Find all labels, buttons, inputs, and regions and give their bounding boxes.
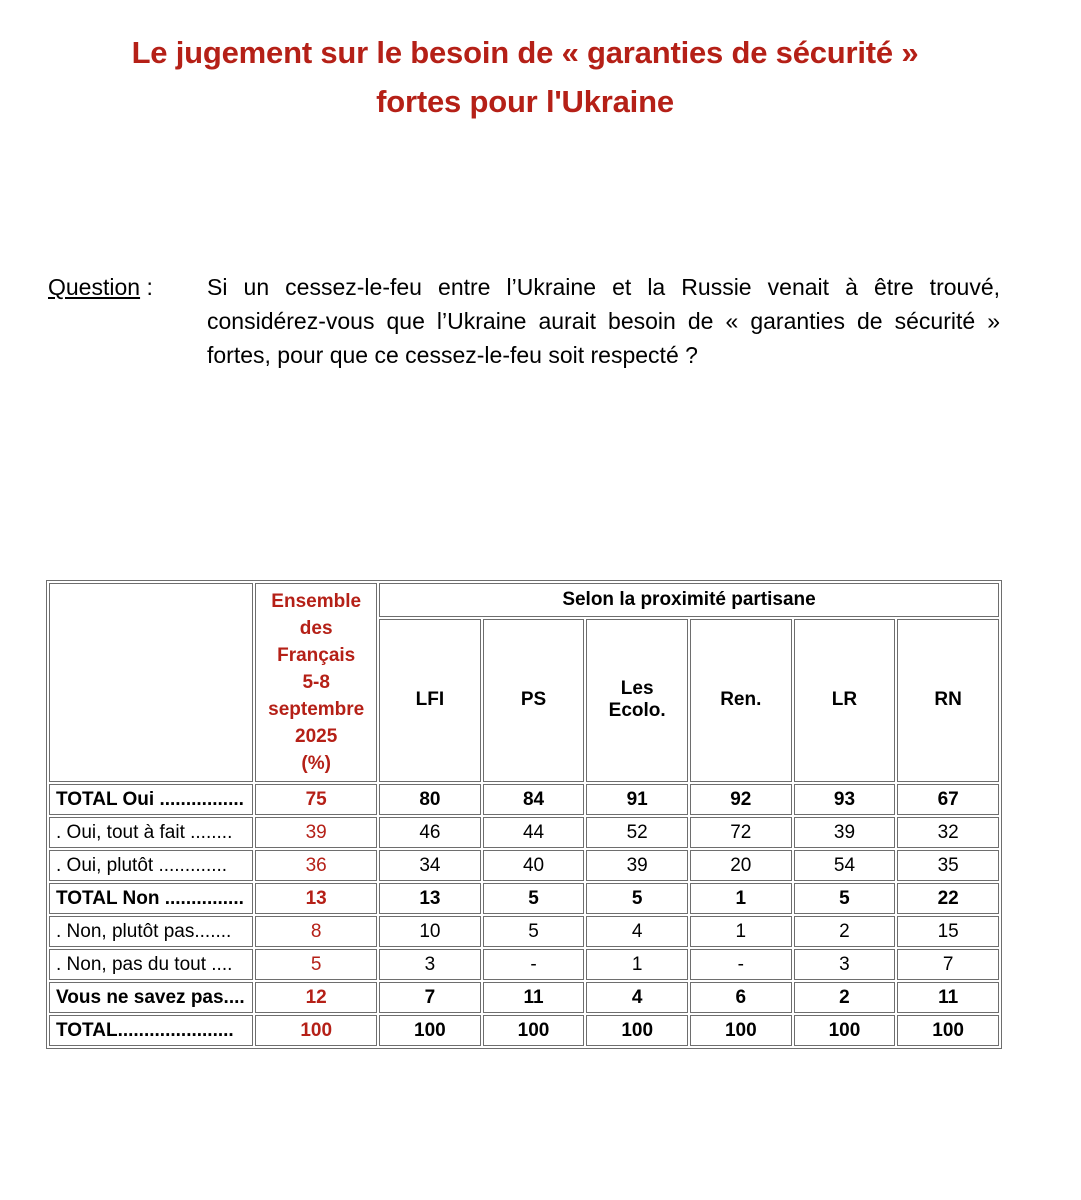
cell-value: 84 bbox=[483, 784, 585, 815]
header-party-ren: Ren. bbox=[690, 619, 792, 782]
cell-value: 1 bbox=[690, 883, 792, 914]
cell-value: 100 bbox=[379, 1015, 481, 1046]
cell-value: 5 bbox=[483, 916, 585, 947]
header-ensemble-line: des bbox=[299, 618, 333, 639]
page-title bbox=[0, 28, 1050, 126]
title-line-2: fortes pour l'Ukraine bbox=[376, 84, 674, 119]
row-label: . Oui, plutôt ............. bbox=[49, 850, 253, 881]
header-corner-cell bbox=[49, 583, 253, 782]
cell-value: 11 bbox=[897, 982, 999, 1013]
cell-value: 46 bbox=[379, 817, 481, 848]
cell-value: 100 bbox=[794, 1015, 896, 1046]
cell-value: 22 bbox=[897, 883, 999, 914]
header-ensemble-line: Ensemble bbox=[271, 591, 362, 612]
cell-value: 44 bbox=[483, 817, 585, 848]
cell-value: 39 bbox=[794, 817, 896, 848]
header-ensemble bbox=[255, 583, 377, 782]
row-label: . Non, plutôt pas....... bbox=[49, 916, 253, 947]
cell-value: 91 bbox=[586, 784, 688, 815]
cell-ensemble: 12 bbox=[255, 982, 377, 1013]
cell-value: 80 bbox=[379, 784, 481, 815]
cell-value: 52 bbox=[586, 817, 688, 848]
cell-value: 7 bbox=[379, 982, 481, 1013]
cell-value: 54 bbox=[794, 850, 896, 881]
cell-value: 100 bbox=[897, 1015, 999, 1046]
table-row bbox=[49, 817, 999, 848]
cell-value: 100 bbox=[690, 1015, 792, 1046]
table-row bbox=[49, 883, 999, 914]
cell-value: 20 bbox=[690, 850, 792, 881]
cell-value: 2 bbox=[794, 982, 896, 1013]
cell-value: 39 bbox=[586, 850, 688, 881]
row-label: TOTAL...................... bbox=[49, 1015, 253, 1046]
cell-value: 34 bbox=[379, 850, 481, 881]
cell-ensemble: 13 bbox=[255, 883, 377, 914]
cell-ensemble: 5 bbox=[255, 949, 377, 980]
title-line-1: Le jugement sur le besoin de « garanties de sécurité » bbox=[131, 35, 919, 70]
header-ensemble-line: septembre bbox=[268, 699, 365, 720]
cell-value: 11 bbox=[483, 982, 585, 1013]
cell-value: 4 bbox=[586, 982, 688, 1013]
row-label: . Oui, tout à fait ........ bbox=[49, 817, 253, 848]
cell-value: 6 bbox=[690, 982, 792, 1013]
cell-value: 4 bbox=[586, 916, 688, 947]
question-label-colon: : bbox=[140, 274, 153, 300]
table-row bbox=[49, 784, 999, 815]
header-party-ecolo: Les Ecolo. bbox=[586, 619, 688, 782]
question-text: Si un cessez-le-feu entre l’Ukraine et la Russie venait à être trouvé, considérez-vous que l’Ukraine aurait besoin de « garanties de sécurité » fortes, pour que ce cessez-le-feu soit respecté ? bbox=[207, 274, 1000, 368]
header-ensemble-line: 2025 bbox=[295, 726, 338, 747]
cell-ensemble: 39 bbox=[255, 817, 377, 848]
cell-value: 3 bbox=[794, 949, 896, 980]
cell-value: 92 bbox=[690, 784, 792, 815]
header-ensemble-line: (%) bbox=[301, 753, 331, 774]
table-row bbox=[49, 1015, 999, 1046]
question-label bbox=[48, 270, 153, 304]
cell-value: 10 bbox=[379, 916, 481, 947]
cell-value: 32 bbox=[897, 817, 999, 848]
cell-ensemble: 36 bbox=[255, 850, 377, 881]
cell-value: 5 bbox=[586, 883, 688, 914]
row-label: Vous ne savez pas.... bbox=[49, 982, 253, 1013]
cell-value: 67 bbox=[897, 784, 999, 815]
cell-value: 100 bbox=[483, 1015, 585, 1046]
table-row bbox=[49, 916, 999, 947]
cell-ensemble: 100 bbox=[255, 1015, 377, 1046]
header-party-ps: PS bbox=[483, 619, 585, 782]
header-ensemble-line: Français bbox=[277, 645, 356, 666]
header-group-partisan: Selon la proximité partisane bbox=[379, 583, 999, 617]
cell-value: - bbox=[690, 949, 792, 980]
header-row-1 bbox=[49, 583, 999, 617]
cell-ensemble: 8 bbox=[255, 916, 377, 947]
cell-value: 2 bbox=[794, 916, 896, 947]
row-label: TOTAL Oui ................ bbox=[49, 784, 253, 815]
cell-value: 40 bbox=[483, 850, 585, 881]
cell-value: 7 bbox=[897, 949, 999, 980]
table-row bbox=[49, 850, 999, 881]
results-table bbox=[46, 580, 1002, 1049]
cell-value: 5 bbox=[794, 883, 896, 914]
table-row bbox=[49, 949, 999, 980]
cell-value: 1 bbox=[586, 949, 688, 980]
cell-value: - bbox=[483, 949, 585, 980]
row-label: TOTAL Non ............... bbox=[49, 883, 253, 914]
header-ensemble-line: 5-8 bbox=[302, 672, 330, 693]
cell-value: 35 bbox=[897, 850, 999, 881]
cell-value: 3 bbox=[379, 949, 481, 980]
question-label-text: Question bbox=[48, 274, 141, 300]
cell-value: 15 bbox=[897, 916, 999, 947]
cell-value: 5 bbox=[483, 883, 585, 914]
cell-value: 100 bbox=[586, 1015, 688, 1046]
table-row bbox=[49, 982, 999, 1013]
cell-value: 93 bbox=[794, 784, 896, 815]
header-party-lr: LR bbox=[794, 619, 896, 782]
row-label: . Non, pas du tout .... bbox=[49, 949, 253, 980]
cell-value: 13 bbox=[379, 883, 481, 914]
cell-value: 1 bbox=[690, 916, 792, 947]
cell-value: 72 bbox=[690, 817, 792, 848]
header-party-rn: RN bbox=[897, 619, 999, 782]
header-party-lfi: LFI bbox=[379, 619, 481, 782]
cell-ensemble: 75 bbox=[255, 784, 377, 815]
